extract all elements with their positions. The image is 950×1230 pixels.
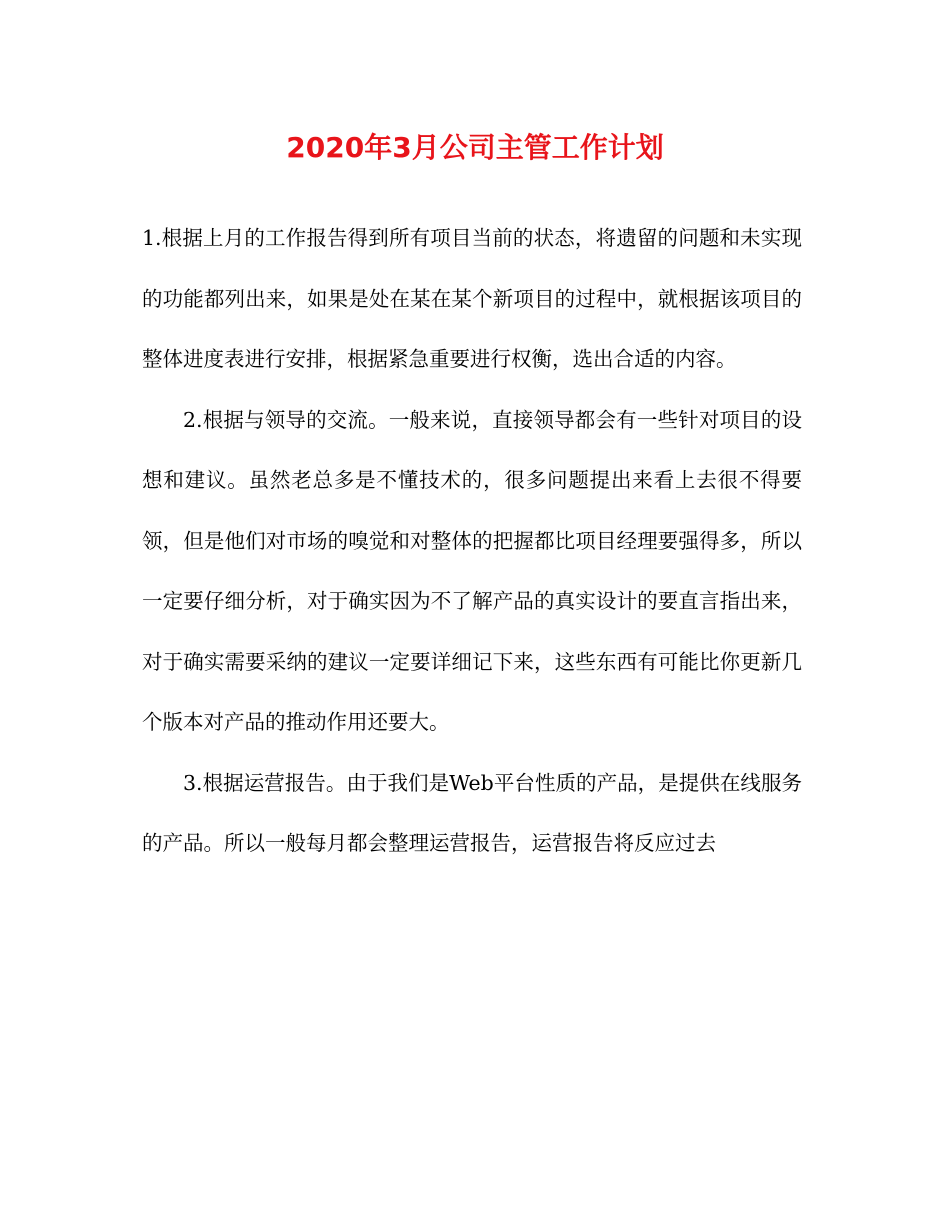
document-body (142, 208, 802, 874)
paragraph-2: 2.根据与领导的交流。一般来说，直接领导都会有一些针对项目的设想和建议。虽然老总多是不懂技术的，很多问题提出来看上去很不得要领，但是他们对市场的嗅觉和对整体的把握都比项目经理要强得多，所以一定要仔细分析，对于确实因为不了解产品的真实设计的要直言指出来，对于确实需要采纳的建议一定要详细记下来，这些东西有可能比你更新几个版本对产品的推动作用还要大。 (142, 407, 802, 734)
document-title: 2020年3月公司主管工作计划 (286, 131, 664, 164)
paragraph-1: 1.根据上月的工作报告得到所有项目当前的状态，将遗留的问题和未实现的功能都列出来，如果是处在某在某个新项目的过程中，就根据该项目的整体进度表进行安排，根据紧急重要进行权衡，选出合适的内容。 (142, 226, 802, 371)
paragraph-3: 3.根据运营报告。由于我们是Web平台性质的产品，是提供在线服务的产品。所以一般每月都会整理运营报告，运营报告将反应过去 (142, 770, 802, 855)
